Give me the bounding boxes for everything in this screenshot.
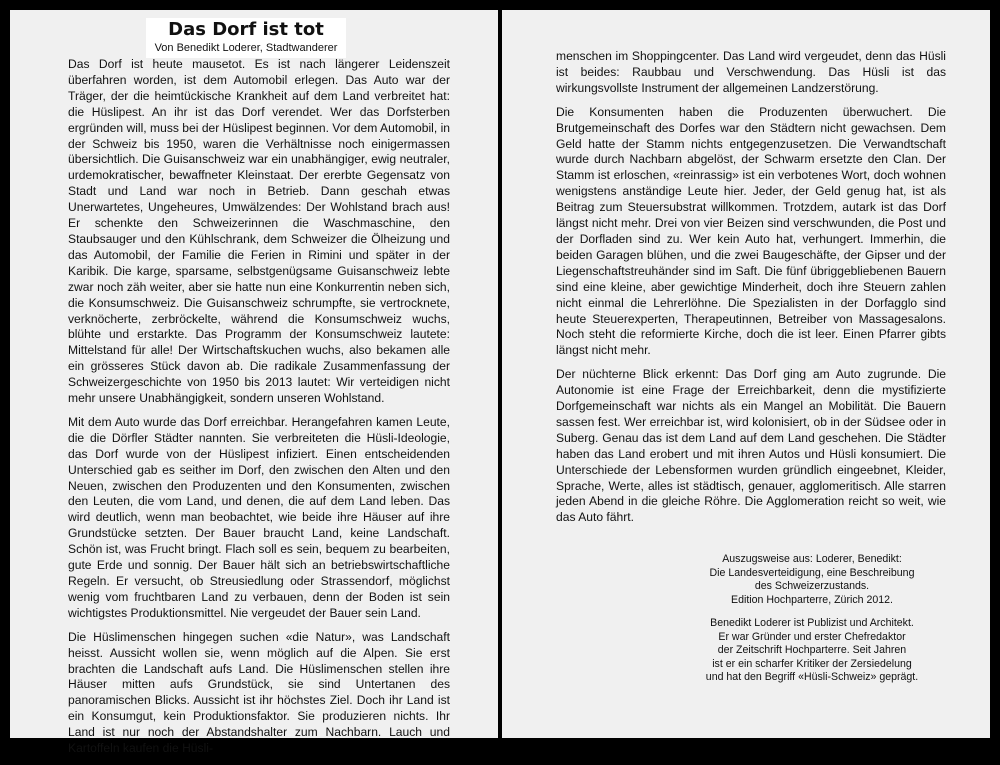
left-column	[68, 57, 450, 765]
author-note: Benedikt Loderer ist Publizist und Architekt. Er war Gründer und erster Chefredaktor der Zeitschrift Hochparterre. Seit Jahren ist er ein scharfer Kritiker der Zersiedelung und hat den Begriff «Hüsli-Schweiz» geprägt.	[705, 617, 919, 683]
article-title: Das Dorf ist tot	[168, 19, 324, 40]
paragraph: Das Dorf ist heute mausetot. Es ist nach längerer Leidenszeit überfahren worden, ist dem Automobil erlegen. Das Auto war der Träger, der die heimtückische Krankheit auf dem Land verbreitet hat: die Hüslipest. An ihr ist das Dorf verendet. Wer das Dorfsterben ergründen will, muss bei der Hüslipest beginnen. Vor dem Automobil, in der Schweiz bis 1950, waren die Verhältnisse noch einigermassen übersichtlich. Die Guisanschweiz war ein unabhängiger, ewig neutraler, urdemokratischer, bewaffneter Kleinstaat. Der ererbte Gegensatz von Stadt und Land war noch in Betrieb. Dann geschah etwas Unerwartetes, Ungeheures, Umwälzendes: Der Wohlstand brach aus! Er schenkte den Schweizerinnen die Waschmaschine, den Staubsauger und den Kühlschrank, dem Schweizer die Ölheizung und das Automobil, der Familie die Ferien in Rimini und später in der Karibik. Die karge, sparsame, selbstgenügsame Guisanschweiz lebte zwar noch zäh weiter, aber sie hatte nun eine Konkurrentin neben sich, die Konsumschweiz. Die Guisanschweiz schrumpfte, sie vertrocknete, verknöcherte, zerbröckelte, während die Konsumschweiz wuchs, blühte und erstarkte. Das Programm der Konsumschweiz lautete: Mittelstand für alle! Der Wirtschaftskuchen wuchs, also bekamen alle ein grösseres Stück davon ab. Die radikale Zusammenfassung der Schweizergeschichte von 1950 bis 2013 lautet: Wir verteidigen nicht mehr unsere Unabhängigkeit, sondern unseren Wohlstand.	[68, 57, 450, 406]
paragraph: Die Konsumenten haben die Produzenten überwuchert. Die Brutgemeinschaft des Dorfes war den Städtern nicht gewachsen. Dem Geld hatte der Stamm nichts entgegenzusetzen. Die Verwandtschaft wurde durch Nachbarn abgelöst, der Schwarm ersetzte den Clan. Der Stamm ist erloschen, «reinrassig» ist ein verbotenes Wort, doch wohnen wenigstens anständige Leute hier. Jeder, der Geld genug hat, ist als Beitrag zum Steuersubstrat willkommen. Trotzdem, autark ist das Dorf längst nicht mehr. Drei von vier Beizen sind verschwunden, die Post und der Dorfladen sind zu. Wer kein Auto hat, verhungert. Immerhin, die beiden Garagen blühen, und die zwei Baugeschäfte, der Gipser und der Liegenschaftstreuhänder sind im Saft. Die fünf übriggebliebenen Bauern sind eine kleine, aber gewichtige Minderheit, doch ihre Steuern zahlen nicht einmal die Lehrerlöhne. Die Spezialisten in der Dorfagglo sind heute Steuerexperten, Therapeutinnen, Betreiber von Massagesalons. Noch steht die reformierte Kirche, doch die ist leer. Einen Pfarrer gibts längst nicht mehr.	[556, 104, 946, 358]
article-byline: Von Benedikt Loderer, Stadtwanderer	[154, 42, 338, 54]
right-column	[556, 49, 946, 534]
paragraph: Mit dem Auto wurde das Dorf erreichbar. Herangefahren kamen Leute, die die Dörfler Städter nannten. Sie verbreiteten die Hüsli-Ideologie, das Dorf wurde von der Hüslipest infiziert. Einen entscheidenden Unterschied gab es seither im Dorf, den zwischen den Alten und den Neuen, zwischen den Produzenten und den Konsumenten, zwischen den Leuten, die vom Land, und denen, die auf dem Land leben. Das wird deutlich, wenn man beobachtet, wie beide ihre Häuser auf ihre Grundstücke setzten. Der Bauer braucht Land, keine Landschaft. Schön ist, was Frucht bringt. Flach soll es sein, bequem zu bearbeiten, gute Erde und sonnig. Der Bauer hält sich an betriebswirtschaftliche Regeln. Er versucht, ob Streusiedlung oder Strassendorf, möglichst wenig vom fruchtbaren Land zu verbauen, denn der Boden ist sein wichtigstes Produktionsmittel. Nie vergeudet der Bauer sein Land.	[68, 414, 450, 620]
credits	[662, 553, 962, 695]
left-page	[10, 10, 498, 756]
paragraph: Die Hüslimenschen hingegen suchen «die Natur», was Landschaft heisst. Aussicht wollen sie, wenn möglich auf die Alpen. Sie erst brachten die Landschaft aufs Land. Die Hüslimenschen stellen ihre Häuser mitten aufs Grundstück, sie sind Untertanen des panoramischen Blicks. Aussicht ist ihr höchstes Ziel. Doch ihr Land ist ein Konsumgut, kein Produktionsfaktor. Sie produzieren nichts. Ihr Land ist nur noch der Abstandshalter zum Nachbarn. Lauch und Kartoffeln kaufen die Hüsli-	[68, 629, 450, 756]
source-note: Auszugsweise aus: Loderer, Benedikt: Die Landesverteidigung, eine Beschreibung des Schweizerzustands. Edition Hochparterre, Zürich 2012.	[709, 553, 915, 606]
title-box	[146, 18, 346, 58]
right-page	[502, 10, 990, 738]
paragraph: Der nüchterne Blick erkennt: Das Dorf ging am Auto zugrunde. Die Autonomie ist eine Frage der Erreichbarkeit, denn die mystifizierte Dorfgemeinschaft war nichts als ein Mangel an Mobilität. Die Bauern sassen fest. Wer erreichbar ist, wird kolonisiert, ob in der Südsee oder in Suberg. Genau das ist dem Land auf dem Land geschehen. Die Städter haben das Land erobert und mit ihren Autos und Hüsli konsumiert. Die Unterschiede der Lebensformen wurden gründlich eingeebnet, Kleider, Sprache, Werte, alles ist städtisch, genauer, agglomeritisch. Alle starren jeden Abend in die gleiche Röhre. Die Agglomeration reicht so weit, wie das Auto fährt.	[556, 367, 946, 525]
paragraph: menschen im Shoppingcenter. Das Land wird vergeudet, denn das Hüsli ist beides: Raubbau und Verschwendung. Das Hüsli ist das wirkungsvollste Instrument der allgemeinen Landzerstörung.	[556, 49, 946, 95]
